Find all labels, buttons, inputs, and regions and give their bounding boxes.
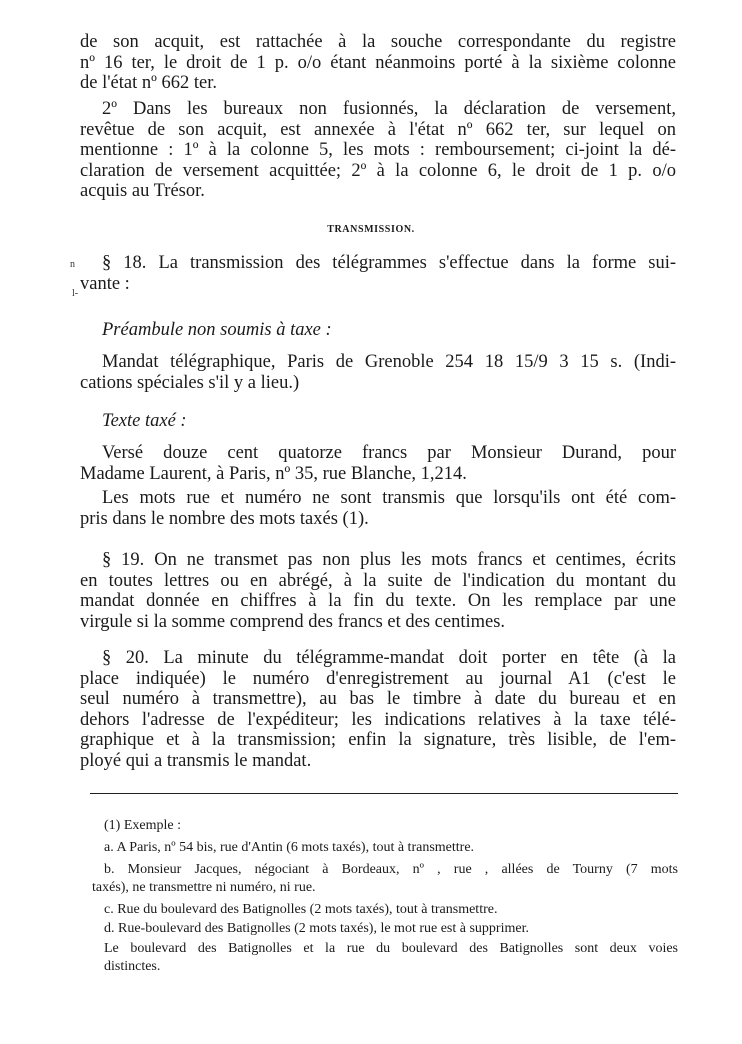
text-line: § 20. La minute du télégramme-mandat doit porter en tête (à la [102, 648, 676, 668]
text-line: taxés), ne transmettre ni numéro, ni rue. [92, 880, 316, 895]
italic-label: Texte taxé : [102, 411, 187, 431]
text-line: seul numéro à transmettre), au bas le timbre à date du bureau et en [80, 689, 676, 709]
text-line: graphique et à la transmission; enfin la signature, très lisible, de l'em- [80, 730, 676, 750]
text-line: 2º Dans les bureaux non fusionnés, la déclaration de versement, [102, 99, 676, 119]
taxed-text [80, 443, 676, 484]
text-line: b. Monsieur Jacques, négociant à Bordeaux, nº , rue , allées de Tourny (7 mots [104, 862, 678, 877]
text-line: § 19. On ne transmet pas non plus les mots francs et centimes, écrits [102, 550, 676, 570]
preamble-label [102, 320, 698, 341]
text-line: d. Rue-boulevard des Batignolles (2 mots taxés), le mot rue est à supprimer. [104, 921, 529, 936]
text-line: nº 16 ter, le droit de 1 p. o/o étant néanmoins porté à la sixième colonne [80, 52, 676, 73]
margin-mark: n [70, 259, 75, 270]
text-line: virgule si la somme comprend des francs et des centimes. [80, 611, 506, 632]
note-paragraph [80, 488, 676, 529]
text-line: Le boulevard des Batignolles et la rue du boulevard des Batignolles sont deux voies [104, 941, 678, 956]
text-line: Versé douze cent quatorze francs par Monsieur Durand, pour [102, 443, 676, 463]
preamble-text [80, 352, 676, 393]
footnote-b [92, 861, 678, 897]
text-line: Madame Laurent, à Paris, nº 35, rue Blanche, 1,214. [80, 463, 467, 484]
footnote-e [104, 940, 678, 976]
text-line: place indiquée) le numéro d'enregistrement au journal A1 (c'est le [80, 668, 676, 689]
text-line: de l'état nº 662 ter. [80, 73, 217, 93]
text-line: dehors l'adresse de l'expéditeur; les indications relatives à la taxe télé- [80, 709, 676, 730]
paragraph-2 [80, 99, 676, 202]
text-line: en toutes lettres ou en abrégé, à la suite de l'indication du montant du [80, 570, 676, 591]
text-line: mandat donnée en chiffres à la fin du texte. On les remplace par une [80, 591, 676, 611]
text-line: a. A Paris, nº 54 bis, rue d'Antin (6 mots taxés), tout à transmettre. [104, 840, 475, 855]
section-19 [80, 550, 676, 632]
text-line: revêtue de son acquit, est annexée à l'état nº 662 ter, sur lequel on [80, 119, 676, 140]
text-line: c. Rue du boulevard des Batignolles (2 mots taxés), tout à transmettre. [104, 902, 498, 917]
paragraph-continuation [80, 32, 676, 94]
text-line: claration de versement acquittée; 2º à la colonne 6, le droit de 1 p. o/o [80, 160, 676, 181]
margin-mark: l- [72, 288, 79, 299]
text-line: cations spéciales s'il y a lieu.) [80, 372, 300, 393]
taxed-text-label [102, 411, 698, 432]
section-heading: TRANSMISSION. [327, 224, 415, 235]
text-line: (1) Exemple : [104, 818, 181, 833]
text-line: vante : [80, 273, 130, 294]
footnote-c [104, 901, 678, 919]
text-line: Mandat télégraphique, Paris de Grenoble 254 18 15/9 3 15 s. (Indi- [102, 352, 676, 372]
footnote-divider [90, 793, 678, 794]
text-line: Les mots rue et numéro ne sont transmis que lorsqu'ils ont été com- [102, 488, 676, 508]
section-18 [80, 253, 676, 294]
text-line: distinctes. [104, 959, 161, 974]
text-line: § 18. La transmission des télégrammes s'effectue dans la forme sui- [102, 253, 676, 273]
text-line: ployé qui a transmis le mandat. [80, 750, 312, 771]
text-line: de son acquit, est rattachée à la souche correspondante du registre [80, 32, 676, 52]
footnote-d [104, 920, 678, 938]
italic-label: Préambule non soumis à taxe : [102, 320, 332, 340]
text-line: mentionne : 1º à la colonne 5, les mots : remboursement; ci-joint la dé- [80, 140, 676, 160]
footnote-heading [104, 817, 678, 835]
section-20 [80, 648, 676, 771]
footnote-a [104, 839, 678, 857]
text-line: pris dans le nombre des mots taxés (1). [80, 508, 369, 529]
text-line: acquis au Trésor. [80, 181, 205, 201]
